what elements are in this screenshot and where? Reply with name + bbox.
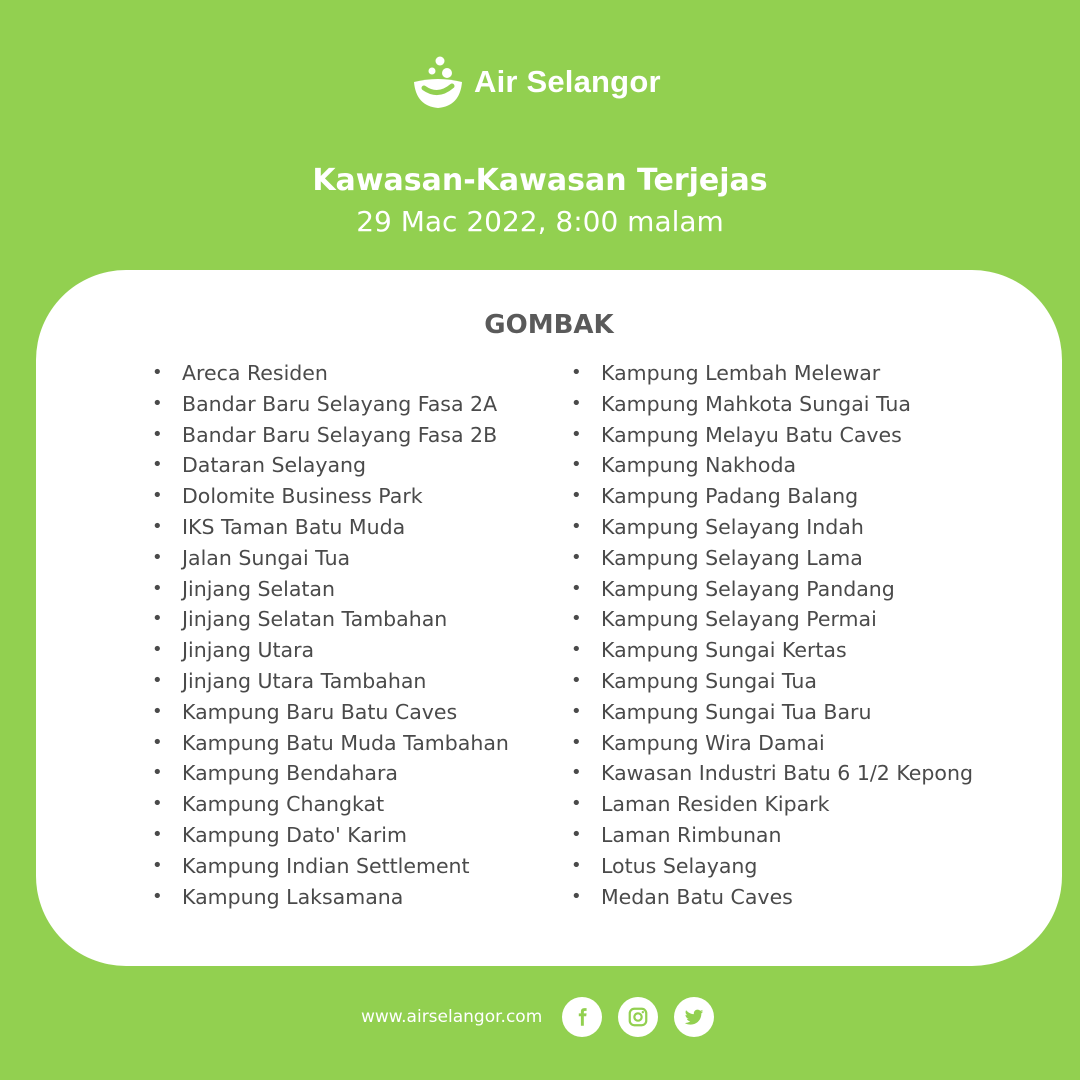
area-list-item: • Kampung Changkat xyxy=(152,789,509,820)
air-selangor-logo-icon xyxy=(410,54,466,110)
area-list-item: • Jinjang Utara Tambahan xyxy=(152,666,509,697)
region-heading: GOMBAK xyxy=(484,310,614,340)
twitter-icon[interactable] xyxy=(674,997,714,1037)
area-list-item: • Kampung Baru Batu Caves xyxy=(152,697,509,728)
website-link[interactable]: www.airselangor.com xyxy=(361,1007,543,1027)
area-list-item: • Kampung Selayang Lama xyxy=(571,543,973,574)
brand-logo xyxy=(410,54,661,110)
area-list-item: • Dataran Selayang xyxy=(152,450,509,481)
area-list-item: • Dolomite Business Park xyxy=(152,481,509,512)
area-list-item: • Kampung Wira Damai xyxy=(571,728,973,759)
area-list-item: • Kampung Selayang Permai xyxy=(571,604,973,635)
area-list-item: • Kampung Mahkota Sungai Tua xyxy=(571,389,973,420)
area-list-item: • Medan Batu Caves xyxy=(571,882,973,913)
facebook-icon[interactable] xyxy=(562,997,602,1037)
area-list-item: • Jinjang Selatan xyxy=(152,574,509,605)
area-list-item: • Bandar Baru Selayang Fasa 2A xyxy=(152,389,509,420)
area-list-item: • Kampung Selayang Pandang xyxy=(571,574,973,605)
area-list-item: • Kampung Sungai Kertas xyxy=(571,635,973,666)
area-list-item: • Kampung Bendahara xyxy=(152,758,509,789)
area-list-item: • Kampung Melayu Batu Caves xyxy=(571,420,973,451)
area-list-item: • Kampung Sungai Tua Baru xyxy=(571,697,973,728)
page-title: Kawasan-Kawasan Terjejas xyxy=(312,163,768,198)
instagram-icon[interactable] xyxy=(618,997,658,1037)
area-list-item: • Kampung Indian Settlement xyxy=(152,851,509,882)
area-list-item: • Jalan Sungai Tua xyxy=(152,543,509,574)
areas-list-left xyxy=(152,358,509,912)
area-list-item: • IKS Taman Batu Muda xyxy=(152,512,509,543)
area-list-item: • Kampung Lembah Melewar xyxy=(571,358,973,389)
brand-name: Air Selangor xyxy=(474,64,661,99)
area-list-item: • Kampung Nakhoda xyxy=(571,450,973,481)
areas-card xyxy=(36,270,1062,966)
area-list-item: • Kampung Selayang Indah xyxy=(571,512,973,543)
area-list-item: • Jinjang Selatan Tambahan xyxy=(152,604,509,635)
area-list-item: • Laman Rimbunan xyxy=(571,820,973,851)
area-list-item: • Kawasan Industri Batu 6 1/2 Kepong xyxy=(571,758,973,789)
area-list-item: • Kampung Padang Balang xyxy=(571,481,973,512)
area-list-item: • Jinjang Utara xyxy=(152,635,509,666)
area-list-item: • Kampung Dato' Karim xyxy=(152,820,509,851)
page-subtitle-date: 29 Mac 2022, 8:00 malam xyxy=(356,205,724,238)
area-list-item: • Lotus Selayang xyxy=(571,851,973,882)
area-list-item: • Areca Residen xyxy=(152,358,509,389)
footer xyxy=(361,996,730,1038)
area-list-item: • Kampung Sungai Tua xyxy=(571,666,973,697)
areas-list-right xyxy=(571,358,973,912)
area-list-item: • Bandar Baru Selayang Fasa 2B xyxy=(152,420,509,451)
area-list-item: • Laman Residen Kipark xyxy=(571,789,973,820)
area-list-item: • Kampung Laksamana xyxy=(152,882,509,913)
area-list-item: • Kampung Batu Muda Tambahan xyxy=(152,728,509,759)
